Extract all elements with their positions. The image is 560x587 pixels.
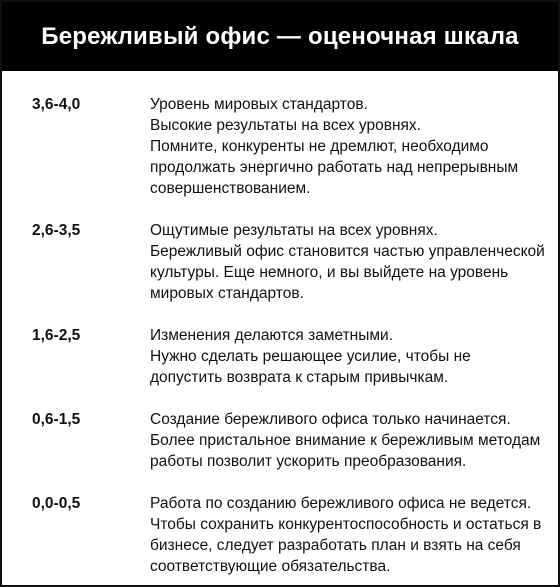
score-description — [150, 325, 558, 388]
score-description — [150, 94, 558, 199]
description-line: культуры. Еще немного, и вы выйдете на уровень — [150, 264, 509, 281]
description-line: бизнесе, следует разработать план и взять на себя — [150, 537, 521, 554]
description-line: продолжать энергично работать над непрерывным — [150, 159, 519, 176]
description-line: мировых стандартов. — [150, 285, 304, 302]
scale-row — [2, 220, 558, 304]
score-description — [150, 409, 558, 472]
score-range: 2,6-3,5 — [32, 222, 81, 239]
description-line: совершенствованием. — [150, 180, 311, 197]
description-line: Изменения делаются заметными. — [150, 327, 394, 344]
description-line: Более пристальное внимание к бережливым методам — [150, 432, 541, 449]
score-description — [150, 220, 558, 304]
description-line: допустить возврата к старым привычкам. — [150, 369, 449, 386]
description-line: Чтобы сохранить конкурентоспособность и остаться в — [150, 516, 542, 533]
scale-rows — [2, 71, 558, 577]
title-bar — [2, 2, 558, 71]
description-line: Ощутимые результаты на всех уровнях. — [150, 222, 438, 239]
page-title: Бережливый офис — оценочная шкала — [41, 22, 519, 50]
description-line: Бережливый офис становится частью управленческой — [150, 243, 545, 260]
description-line: Создание бережливого офиса только начинается. — [150, 411, 511, 428]
scale-row — [2, 94, 558, 199]
description-line: Уровень мировых стандартов. — [150, 96, 368, 113]
score-range: 0,0-0,5 — [32, 495, 81, 512]
description-line: Высокие результаты на всех уровнях. — [150, 117, 421, 134]
score-range: 0,6-1,5 — [32, 411, 81, 428]
description-line: Помните, конкуренты не дремлют, необходимо — [150, 138, 489, 155]
description-line: Нужно сделать решающее усилие, чтобы не — [150, 348, 471, 365]
description-line: Работа по созданию бережливого офиса не ведется. — [150, 495, 532, 512]
score-range: 1,6-2,5 — [32, 327, 81, 344]
description-line: соответствующие обязательства. — [150, 558, 391, 575]
scale-row — [2, 325, 558, 388]
score-description — [150, 493, 558, 577]
description-line: работы позволит ускорить преобразования. — [150, 453, 467, 470]
scale-row — [2, 409, 558, 472]
score-range: 3,6-4,0 — [32, 96, 81, 113]
scale-row — [2, 493, 558, 577]
